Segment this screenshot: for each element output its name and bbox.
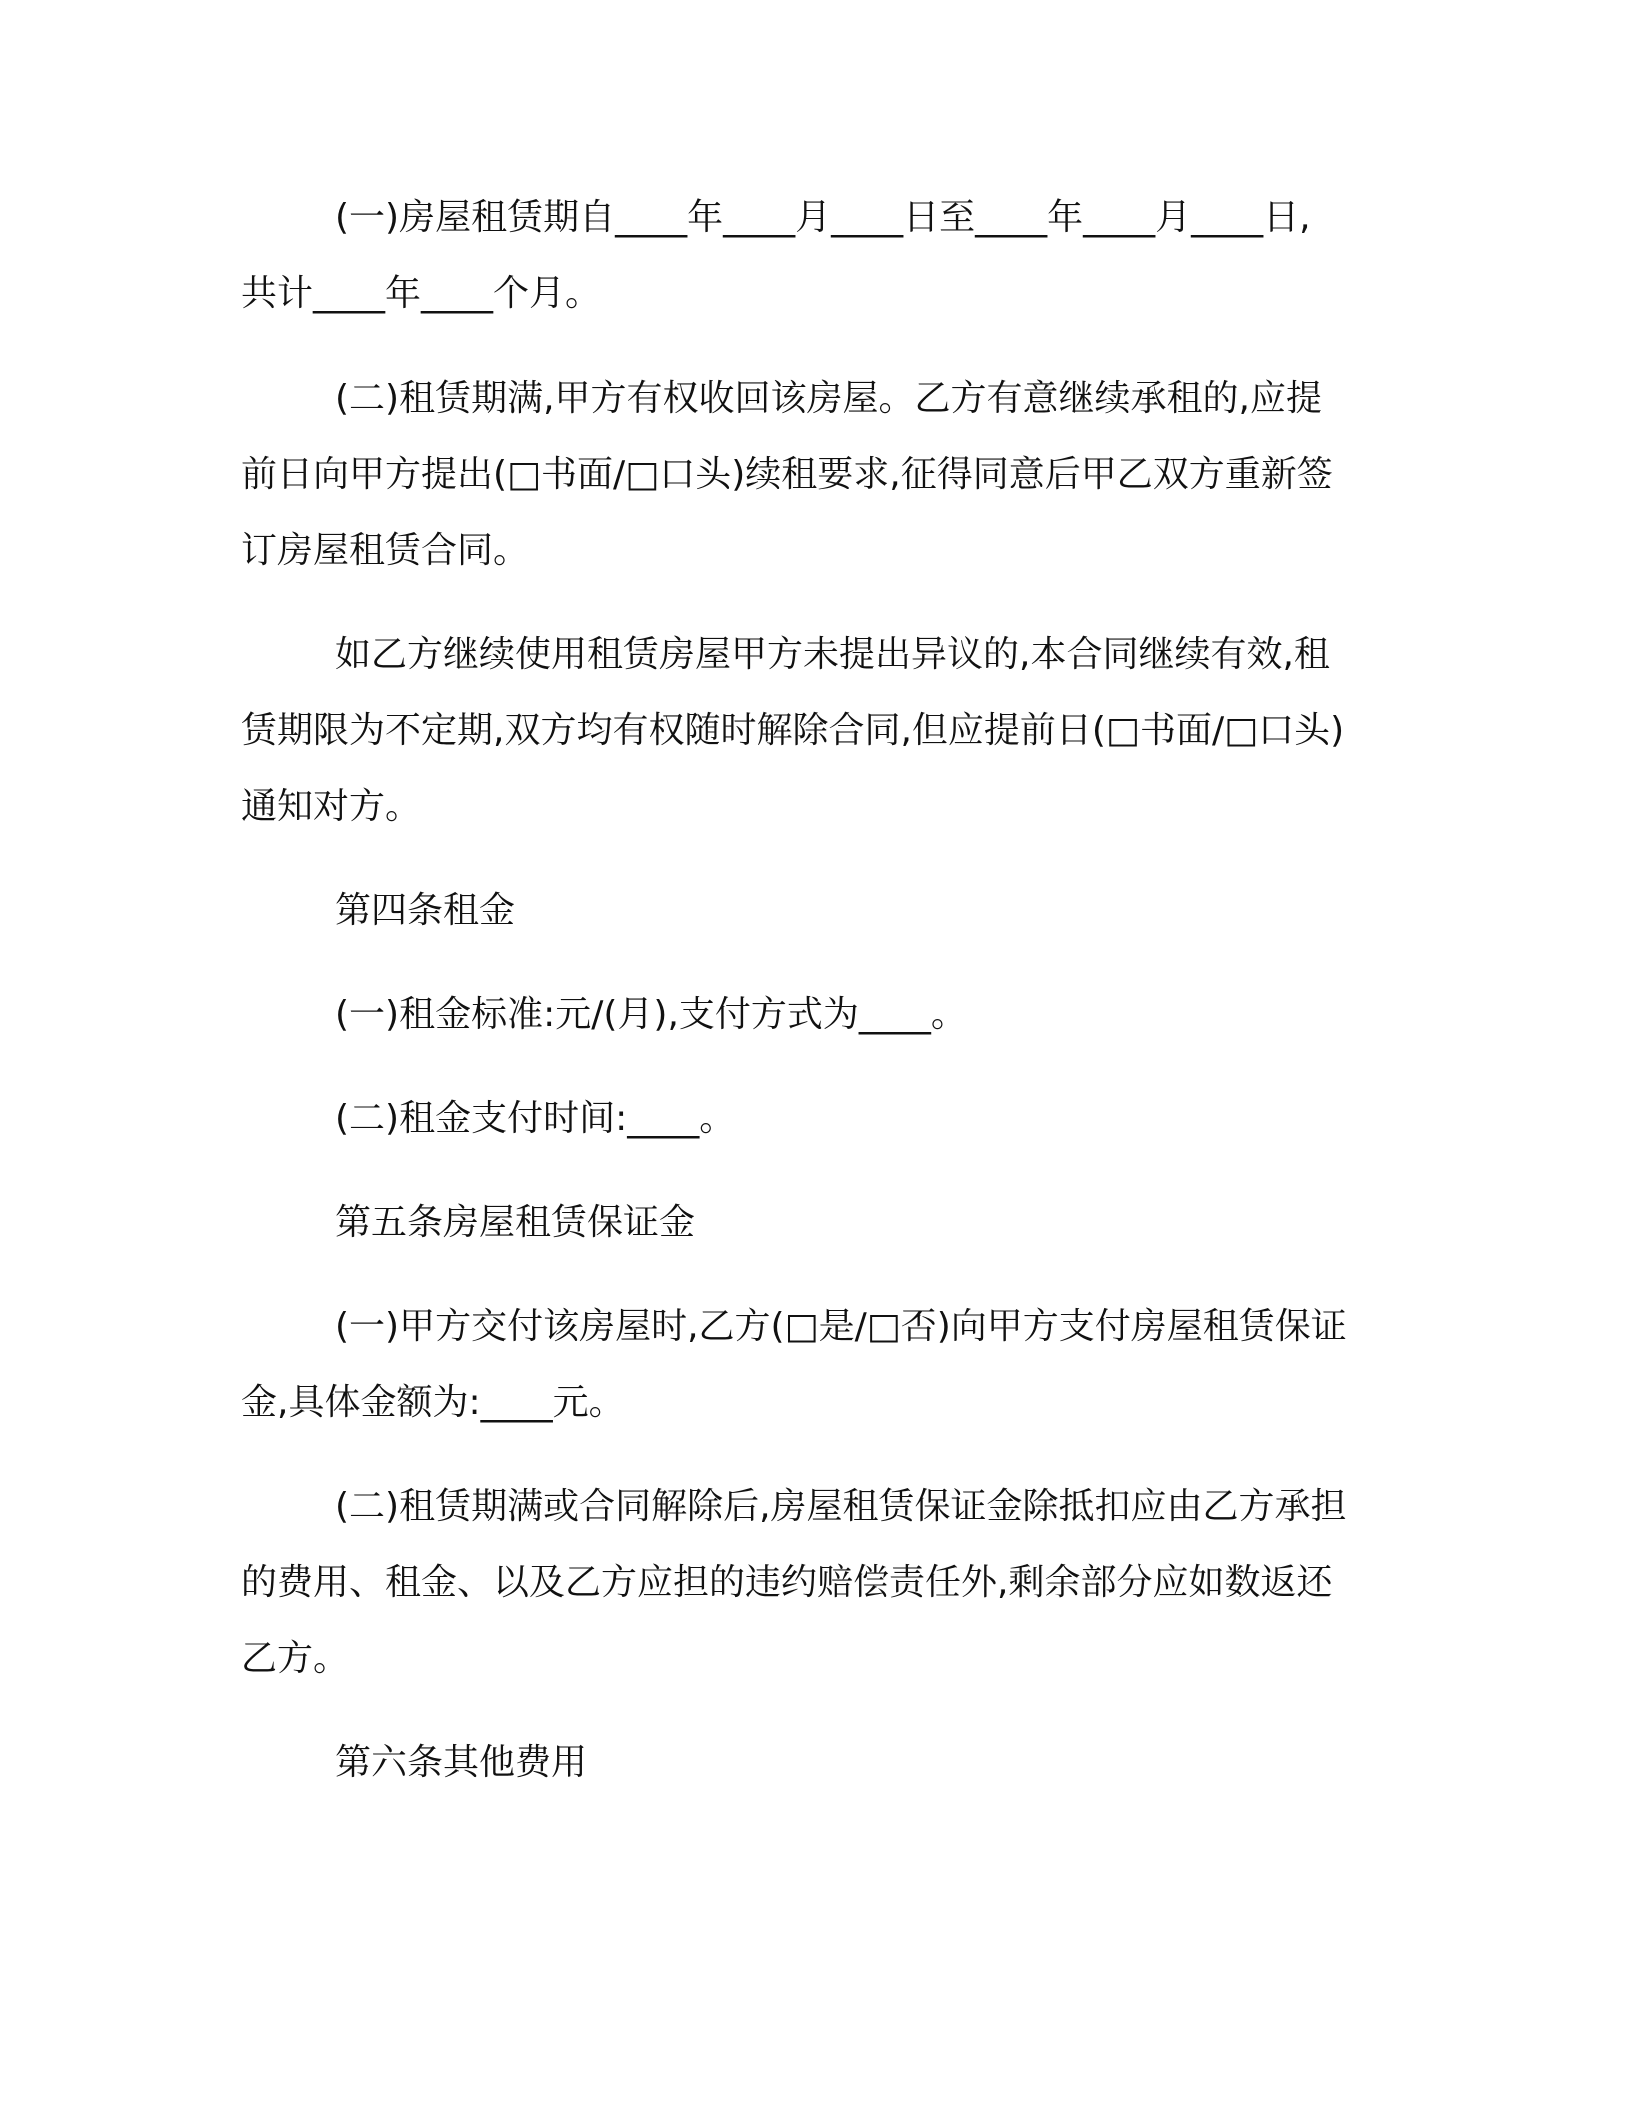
article-6-heading: 第六条其他费用 [335,1742,588,1783]
lease-term-line-2: 共计____年____个月。 [241,273,602,314]
lease-term-line-1: (一)房屋租赁期自____年____月____日至____年____月____日, [335,197,1311,238]
renewal-line-1: (二)租赁期满,甲方有权收回该房屋。乙方有意继续承租的,应提 [335,378,1322,419]
renewal-line-3: 订房屋租赁合同。 [241,530,530,571]
indefinite-term-line-3: 通知对方。 [241,786,422,827]
indefinite-term-line-1: 如乙方继续使用租赁房屋甲方未提出异议的,本合同继续有效,租 [335,634,1330,675]
rent-payment-time-line: (二)租金支付时间:____。 [335,1098,736,1139]
renewal-line-2: 前日向甲方提出(□书面/□口头)续租要求,征得同意后甲乙双方重新签 [241,454,1333,495]
deposit-line-1: (一)甲方交付该房屋时,乙方(□是/□否)向甲方支付房屋租赁保证 [335,1306,1347,1347]
deposit-return-line-3: 乙方。 [241,1638,350,1679]
deposit-line-2: 金,具体金额为:____元。 [241,1382,625,1423]
deposit-return-line-2: 的费用、租金、以及乙方应担的违约赔偿责任外,剩余部分应如数返还 [241,1562,1333,1603]
indefinite-term-line-2: 赁期限为不定期,双方均有权随时解除合同,但应提前日(□书面/□口头) [241,710,1345,751]
article-5-heading: 第五条房屋租赁保证金 [335,1202,696,1243]
article-4-heading: 第四条租金 [335,890,516,931]
deposit-return-line-1: (二)租赁期满或合同解除后,房屋租赁保证金除抵扣应由乙方承担 [335,1486,1347,1527]
rent-standard-line: (一)租金标准:元/(月),支付方式为____。 [335,994,967,1035]
